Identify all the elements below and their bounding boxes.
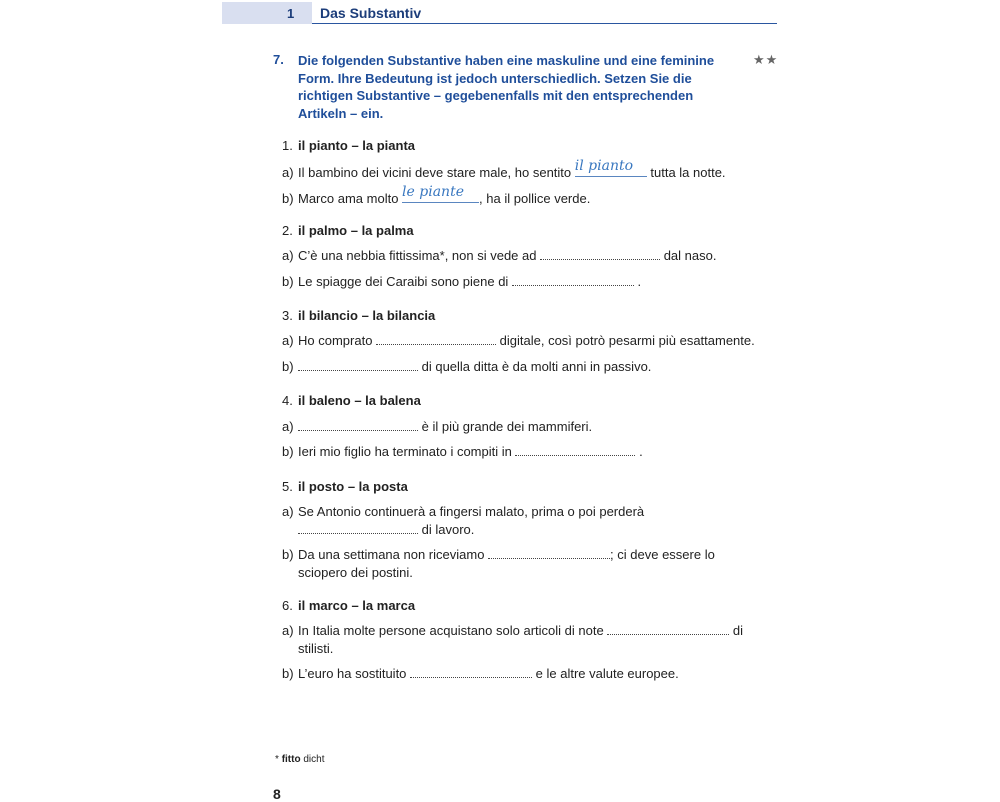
section-heading [282, 138, 415, 153]
exercise-item: a) Ho comprato digitale, così potrò pesarmi più esattamente. [282, 333, 755, 348]
exercise-item: a) è il più grande dei mammiferi. [282, 419, 593, 434]
footnote-translation: dicht [303, 754, 325, 765]
footnote: * fitto dicht [275, 754, 325, 765]
exercise-item: a) Se Antonio continuerà a fingersi malato, prima o poi perderà di lavoro. [282, 504, 645, 537]
task-instruction: Die folgenden Substantive haben eine maskuline und eine feminine Form. Ihre Bedeutung ist jedoch unterschiedlich. Setzen Sie die richtigen Substantive – gegebenenfalls mit den entsprechenden Artikeln – ein. [298, 53, 715, 121]
blank-field[interactable] [298, 418, 418, 431]
answer-field[interactable] [574, 157, 647, 177]
section-heading [282, 308, 435, 323]
page-number: 8 [273, 786, 281, 802]
exercise-item: b) Ieri mio figlio ha terminato i compiti in . [282, 444, 643, 459]
exercise-item: b) L’euro ha sostituito e le altre valute europee. [282, 666, 679, 681]
blank-field[interactable] [607, 622, 729, 635]
difficulty-stars: ★★ [753, 52, 779, 67]
exercise-item: a) Il bambino dei vicini deve stare male, ho sentito il pianto tutta la notte. [282, 157, 726, 180]
blank-field[interactable] [540, 247, 660, 260]
exercise-item: b) Da una settimana non riceviamo ; ci deve essere lo sciopero dei postini. [282, 547, 715, 580]
header-divider [312, 23, 777, 24]
exercise-item: b) di quella ditta è da molti anni in passivo. [282, 359, 652, 374]
footnote-word: fitto [281, 754, 301, 765]
blank-field[interactable] [376, 332, 496, 345]
task-number: 7. [273, 52, 284, 67]
section-words: il pianto – la pianta [298, 138, 416, 153]
section-number: 4. [282, 393, 293, 408]
exercise-item: a) In Italia molte persone acquistano solo articoli di note di stilisti. [282, 623, 744, 656]
chapter-number: 1 [287, 6, 295, 21]
chapter-tab [222, 2, 312, 24]
blank-field[interactable] [488, 546, 610, 559]
blank-field[interactable] [410, 665, 532, 678]
blank-field[interactable] [298, 521, 418, 534]
section-words: il palmo – la palma [298, 223, 414, 238]
handwritten-answer: le piante [402, 183, 464, 200]
chapter-title: Das Substantiv [320, 5, 422, 21]
section-words: il posto – la posta [298, 479, 408, 494]
blank-field[interactable] [515, 443, 635, 456]
section-words: il baleno – la balena [298, 393, 421, 408]
section-number: 6. [282, 598, 293, 613]
blank-field[interactable] [298, 358, 418, 371]
section-words: il bilancio – la bilancia [298, 308, 436, 323]
exercise-item: b) Marco ama molto le piante , ha il pollice verde. [282, 183, 591, 206]
handwritten-answer: il pianto [574, 157, 634, 174]
section-number: 2. [282, 223, 293, 238]
section-heading [282, 223, 414, 238]
section-heading [282, 393, 421, 408]
section-words: il marco – la marca [298, 598, 416, 613]
section-heading [282, 479, 408, 494]
section-number: 3. [282, 308, 293, 323]
blank-field[interactable] [512, 273, 634, 286]
section-number: 5. [282, 479, 293, 494]
exercise-item: b) Le spiagge dei Caraibi sono piene di . [282, 274, 642, 289]
section-number: 1. [282, 138, 293, 153]
section-heading [282, 598, 415, 613]
exercise-item: a) C’è una nebbia fittissima*, non si vede ad dal naso. [282, 248, 717, 263]
answer-field[interactable] [402, 183, 479, 203]
